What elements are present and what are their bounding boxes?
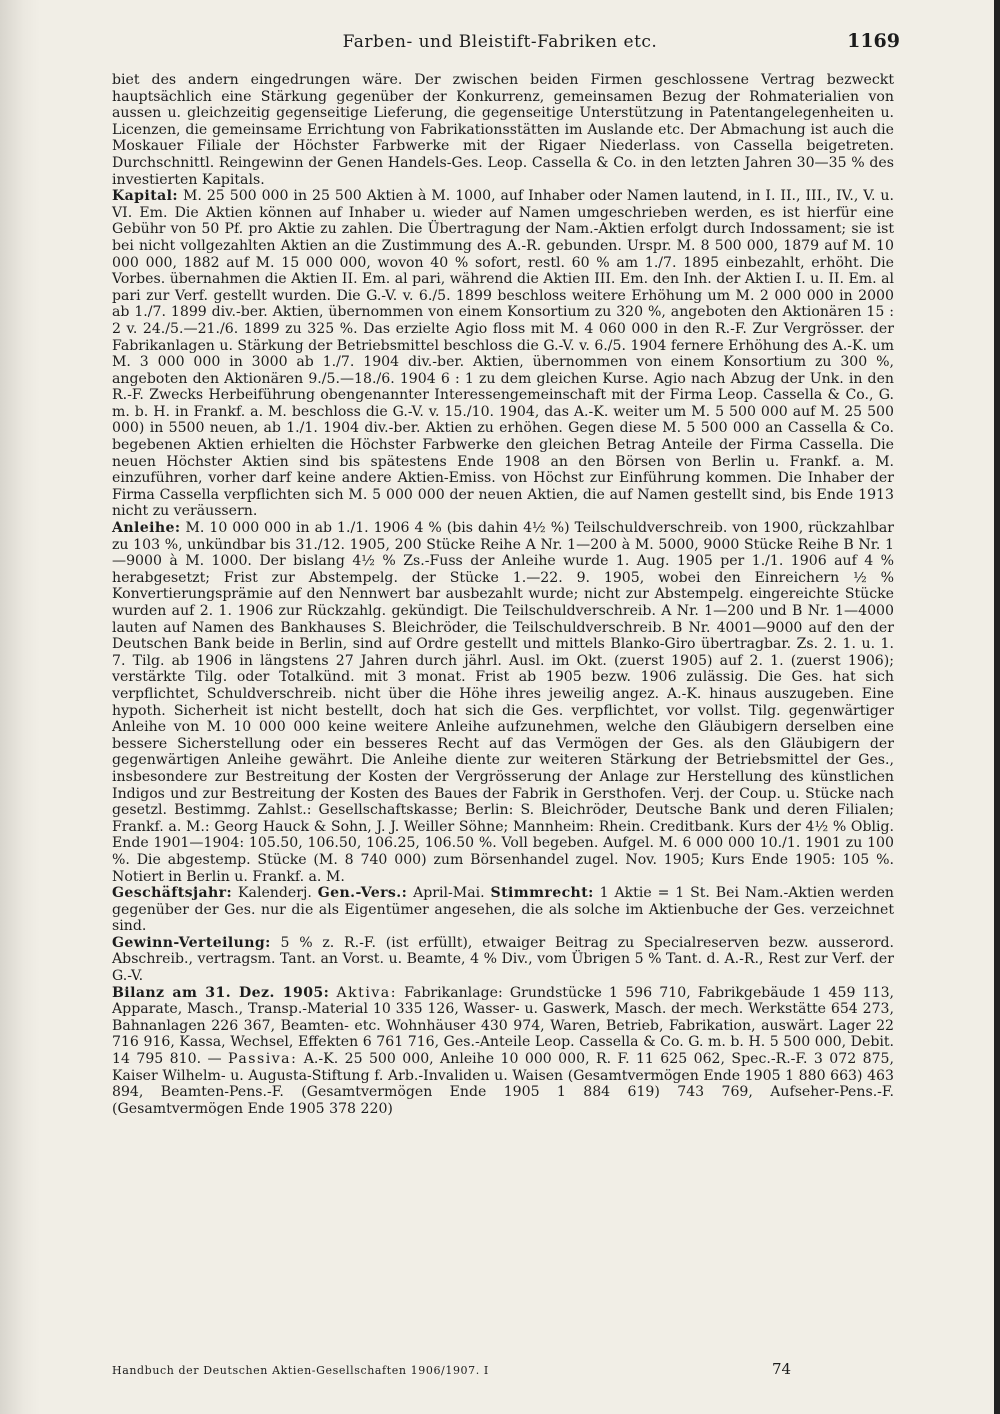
kapital-text: M. 25 500 000 in 25 500 Aktien à M. 1000, auf Inhaber oder Namen lautend, in I. II., III., IV., V. u. VI. Em. Die Aktien können auf Inhaber u. wieder auf Namen umgeschrieben werden, es ist hierfür eine Gebühr von 50 Pf. pro Aktie zu zahlen. Die Übertragung der Nam.-Aktien erfolgt durch Indossament; sie ist bei nicht vollgezahlten Aktien an die Zustimmung des A.-R. gebunden. Urspr. M. 8 500 000, 1879 auf M. 10 000 000, 1882 auf M. 15 000 000, wovon 40 % sofort, restl. 60 % am 1./7. 1895 einbezahlt, erhöht. Die Vorbes. übernahmen die Aktien II. Em. al pari, während die Aktien III. Em. den Inh. der Aktien I. u. II. Em. al pari zur Verf. gestellt wurden. Die G.-V. v. 6./5. 1899 beschloss weitere Erhöhung um M. 2 000 000 in 2000 ab 1./7. 1899 div.-ber. Aktien, übernommen von einem Konsortium zu 320 %, angeboten den Aktionären 15 : 2 v. 24./5.—21./6. 1899 zu 325 %. Das erzielte Agio floss mit M. 4 060 000 in den R.-F. Zur Vergrösser. der Fabrikanlagen u. Stärkung der Betriebsmittel beschloss die G.-V. v. 6./5. 1904 fernere Erhöhung des A.-K. um M. 3 000 000 in 3000 ab 1./7. 1904 div.-ber. Aktien, übernommen von einem Konsortium zu 300 %, angeboten den Aktionären 9./5.—18./6. 1904 6 : 1 zu dem gleichen Kurse. Agio nach Abzug der Unk. in den R.-F. Zwecks Herbeiführung obengenannter Interessengemeinschaft mit der Firma Leop. Cassella & Co., G. m. b. H. in Frankf. a. M. beschloss die G.-V. v. 15./10. 1904, das A.-K. weiter um M. 5 500 000 auf M. 25 500 000) in 5500 neuen, ab 1./1. 1904 div.-ber. Aktien zu erhöhen. Gegen diese M. 5 500 000 an Cassella & Co. begebenen Aktien erhielten die Höchster Farbwerke den gleichen Betrag Anteile der Firma Cassella. Die neuen Höchster Aktien sind bis spätestens Ende 1908 an den Börsen von Berlin u. Frankf. a. M. einzuführen, vorher darf keine andere Aktien-Emiss. von Höchst zur Einführung kommen. Die Inhaber der Firma Cassella verpflichten sich M. 5 000 000 der neuen Aktien, die auf Namen gestellt sind, bis Ende 1913 nicht zu veräussern. xyxy=(112,188,894,520)
anleihe-section xyxy=(112,520,894,885)
page-header xyxy=(100,30,900,54)
geschaeftsjahr-text: Kalenderj. xyxy=(238,885,312,902)
intro-text: biet des andern eingedrungen wäre. Der zwischen beiden Firmen geschlossene Vertrag bezweckt hauptsächlich eine Stärkung gegenüber der Konkurrenz, gemeinsamen Bezug der Rohmaterialien von aussen u. gleichzeitig gegenseitige Lieferung, die gegenseitige Unterstützung in Patentangelegenheiten u. Licenzen, die gemeinsame Errichtung von Fabrikationsstätten im Auslande etc. Der Abmachung ist auch die Moskauer Filiale der Höchster Farbwerke mit der Rigaer Niederlass. von Cassella beigetreten. Durchschnittl. Reingewinn der Genen Handels-Ges. Leop. Cassella & Co. in den letzten Jahren 30—35 % des investierten Kapitals. xyxy=(112,72,894,188)
bilanz-section xyxy=(112,985,894,1118)
anleihe-label: Anleihe: xyxy=(112,520,181,537)
kapital-label: Kapital: xyxy=(112,188,178,205)
gen-vers-label: Gen.-Vers.: xyxy=(317,885,408,902)
page-footer xyxy=(112,1360,894,1384)
binding-gutter xyxy=(0,0,40,1414)
passiva-text: A.-K. 25 500 000, Anleihe 10 000 000, R. F. 11 625 062, Spec.-R.-F. 3 072 875, Kaiser Wilhelm- u. Augusta-Stiftung f. Arb.-Invaliden u. Waisen (Gesamtvermögen Ende 1905 1 880 663) 463 894, Beamten-Pens.-F. (Gesamtvermögen Ende 1905 1 884 619) 743 769, Aufseher-Pens.-F. (Gesamtvermögen Ende 1905 378 220) xyxy=(112,1051,894,1117)
stimmrecht-label: Stimmrecht: xyxy=(490,885,594,902)
article-body xyxy=(112,72,894,1117)
geschaeftsjahr-label: Geschäftsjahr: xyxy=(112,885,233,902)
geschaeftsjahr-section xyxy=(112,885,894,935)
aktiva-text: Fabrikanlage: Grundstücke 1 596 710, Fabrikgebäude 1 459 113, Apparate, Masch., Transp.-Material 10 335 126, Wasser- u. Gaswerk, Masch. der mech. Werkstätte 654 273, Bahnanlagen 226 367, Beamten- etc. Wohnhäuser 430 974, Waren, Betrieb, Fabrikation, auswärt. Lager 22 716 916, Kassa, Wechsel, Effekten 6 761 716, Ges.-Anteile Leop. Cassella & Co. G. m. b. H. 5 500 000, Debit. 14 795 810. — xyxy=(112,984,895,1068)
kapital-section xyxy=(112,188,894,520)
footer-source: Handbuch der Deutschen Aktien-Gesellschaften 1906/1907. I xyxy=(112,1364,489,1377)
running-title: Farben- und Bleistift-Fabriken etc. xyxy=(342,32,658,52)
page-number: 1169 xyxy=(847,30,900,52)
passiva-label: Passiva: xyxy=(227,1051,298,1068)
bilanz-label: Bilanz am 31. Dez. 1905: xyxy=(112,984,330,1001)
gen-vers-text: April-Mai. xyxy=(413,885,485,902)
signature-mark: 74 xyxy=(772,1360,792,1378)
page-edge xyxy=(994,0,1000,1414)
anleihe-text: M. 10 000 000 in ab 1./1. 1906 4 % (bis dahin 4½ %) Teilschuldverschreib. von 1900, rückzahlbar zu 103 %, unkündbar bis 31./12. 1905, 200 Stücke Reihe A Nr. 1—200 à M. 5000, 9000 Stücke Reihe B Nr. 1—9000 à M. 1000. Der bislang 4½ % Zs.-Fuss der Anleihe wurde 1. Aug. 1905 per 1./1. 1906 auf 4 % herabgesetzt; Frist zur Abstempelg. der Stücke 1.—22. 9. 1905, wobei den Einreichern ½ % Konvertierungsprämie auf den Nennwert bar ausbezahlt wurde; nicht zur Abstempelg. eingereichte Stücke wurden auf 2. 1. 1906 zur Rückzahlg. gekündigt. Die Teilschuldverschreib. A Nr. 1—200 und B Nr. 1—4000 lauten auf Namen des Bankhauses S. Bleichröder, die Teilschuldverschreib. B Nr. 4001—9000 auf den der Deutschen Bank beide in Berlin, sind auf Ordre gestellt und mittels Blanko-Giro übertragbar. Zs. 2. 1. u. 1. 7. Tilg. ab 1906 in längstens 27 Jahren durch jährl. Ausl. im Okt. (zuerst 1905) auf 2. 1. (zuerst 1906); verstärkte Tilg. oder Totalkünd. mit 3 monat. Frist ab 1905 bezw. 1906 zulässig. Die Ges. hat sich verpflichtet, Schuldverschreib. nicht über die Höhe ihres jeweilig angez. A.-K. hinaus auszugeben. Eine hypoth. Sicherheit ist nicht bestellt, doch hat sich die Ges. verpflichtet, vor vollst. Tilg. gegenwärtiger Anleihe von M. 10 000 000 keine weitere Anleihe aufzunehmen, welche den Gläubigern derselben eine bessere Sicherstellung oder ein besseres Recht auf das Vermögen der Ges. als den Gläubigern der gegenwärtigen Anleihe gewährt. Die Anleihe diente zur weiteren Stärkung der Betriebsmittel der Ges., insbesondere zur Bestreitung der Kosten der Vergrösserung der Anlage zur Herstellung des künstlichen Indigos und zur Bestreitung der Kosten des Baues der Fabrik in Gersthofen. Verj. der Coup. u. Stücke nach gesetzl. Bestimmg. Zahlst.: Gesellschaftskasse; Berlin: S. Bleichröder, Deutsche Bank und deren Filialen; Frankf. a. M.: Georg Hauck & Sohn, J. J. Weiller Söhne; Mannheim: Rhein. Creditbank. Kurs der 4½ % Oblig. Ende 1901—1904: 105.50, 106.50, 106.25, 106.50 %. Voll begeben. Aufgel. M. 6 000 000 10./1. 1901 zu 100 %. Die abgestemp. Stücke (M. 8 740 000) zum Börsenhandel zugel. Nov. 1905; Kurs Ende 1905: 105 %. Notiert in Berlin u. Frankf. a. M. xyxy=(112,520,894,885)
gewinn-section xyxy=(112,935,894,985)
gewinn-label: Gewinn-Verteilung: xyxy=(112,934,271,951)
gewinn-text: 5 % z. R.-F. (ist erfüllt), etwaiger Beitrag zu Specialreserven bezw. ausserord. Abschreib., vertragsm. Tant. an Vorst. u. Beamte, 4 % Div., vom Übrigen 5 % Tant. d. A.-R., Rest zur Verf. der G.-V. xyxy=(112,934,894,985)
aktiva-label: Aktiva: xyxy=(336,984,397,1001)
stimmrecht-text: 1 Aktie = 1 St. Bei Nam.-Aktien werden gegenüber der Ges. nur die als Eigentümer angesehen, die als solche im Aktienbuche der Ges. verzeichnet sind. xyxy=(112,885,895,935)
intro-paragraph xyxy=(112,72,894,188)
